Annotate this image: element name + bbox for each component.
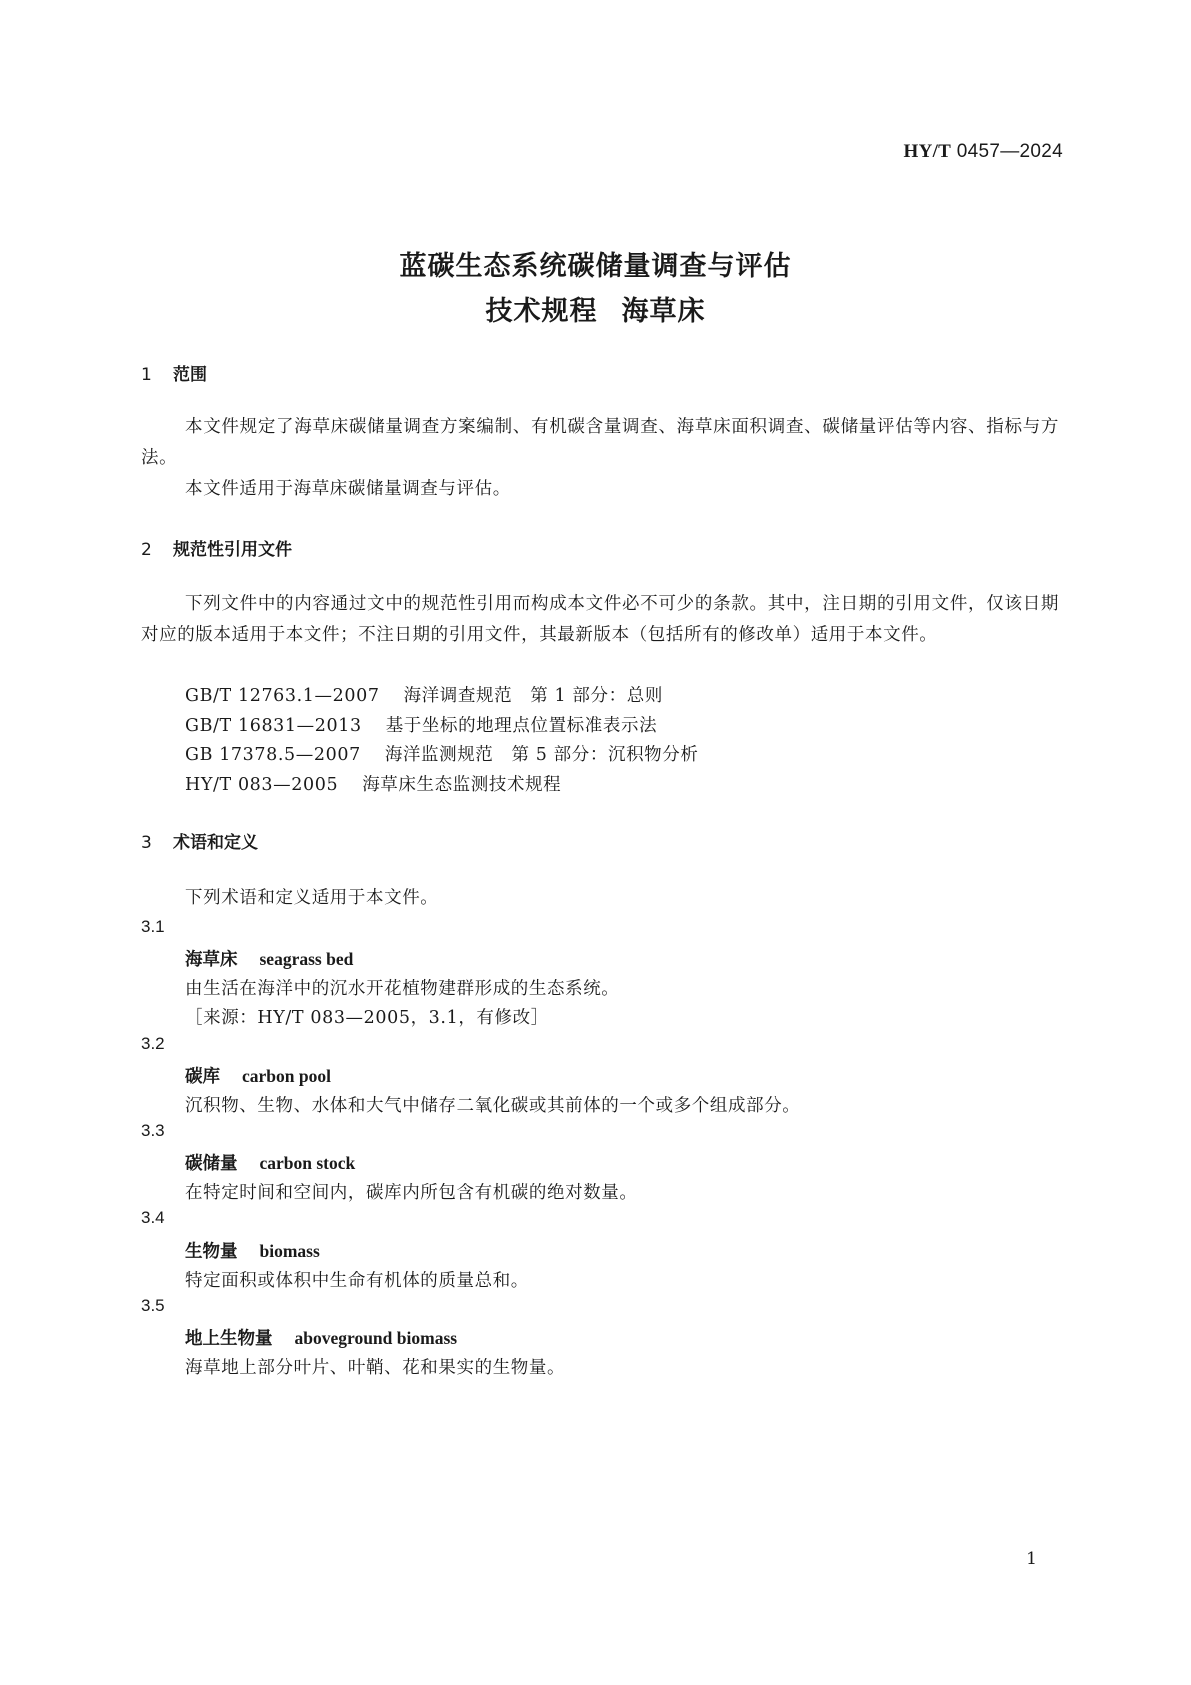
document-title-line2-part1: 技术规程 bbox=[485, 296, 598, 327]
term-name bbox=[185, 946, 353, 971]
term-number: 3.3 bbox=[141, 1121, 165, 1140]
section-title: 范围 bbox=[173, 365, 207, 385]
term-definition: 沉积物、生物、水体和大气中储存二氧化碳或其前体的一个或多个组成部分。 bbox=[185, 1096, 801, 1116]
section-number: 1 bbox=[141, 365, 152, 385]
term-name-en: aboveground biomass bbox=[294, 1328, 458, 1348]
term-number: 3.4 bbox=[141, 1208, 165, 1227]
term-name-en: carbon stock bbox=[259, 1153, 356, 1173]
terms-intro: 下列术语和定义适用于本文件。 bbox=[185, 888, 439, 908]
section-heading-2 bbox=[141, 535, 292, 560]
term-name bbox=[185, 1325, 457, 1350]
term-name-zh: 碳储量 bbox=[185, 1154, 238, 1174]
reference-item bbox=[185, 741, 698, 766]
reference-item bbox=[185, 712, 657, 737]
term-definition: 特定面积或体积中生命有机体的质量总和。 bbox=[185, 1271, 529, 1291]
term-name bbox=[185, 1238, 320, 1263]
section-title: 规范性引用文件 bbox=[173, 540, 292, 560]
reference-title: 海草床生态监测技术规程 bbox=[362, 775, 562, 795]
term-name-zh: 碳库 bbox=[185, 1067, 220, 1087]
section-number: 2 bbox=[141, 540, 152, 560]
section-number: 3 bbox=[141, 833, 152, 853]
reference-title: 海洋调查规范 第 1 部分：总则 bbox=[403, 686, 663, 706]
paragraph: 本文件规定了海草床碳储量调查方案编制、有机碳含量调查、海草床面积调查、碳储量评估等内容、指标与方法。 bbox=[141, 417, 1059, 468]
term-name-zh: 海草床 bbox=[185, 950, 238, 970]
reference-title: 海洋监测规范 第 5 部分：沉积物分析 bbox=[384, 745, 699, 765]
term-name bbox=[185, 1063, 331, 1088]
standard-code bbox=[904, 141, 1064, 163]
term-definition: 海草地上部分叶片、叶鞘、花和果实的生物量。 bbox=[185, 1358, 566, 1378]
document-title-line2 bbox=[0, 289, 1191, 328]
term-name bbox=[185, 1150, 355, 1175]
paragraph: 本文件适用于海草床碳储量调查与评估。 bbox=[185, 479, 511, 499]
page-number: 1 bbox=[1026, 1549, 1037, 1569]
section-heading-3 bbox=[141, 828, 258, 853]
term-definition: 在特定时间和空间内，碳库内所包含有机碳的绝对数量。 bbox=[185, 1183, 638, 1203]
standard-code-prefix: HY/T bbox=[903, 141, 952, 162]
term-number: 3.1 bbox=[141, 917, 165, 936]
term-name-zh: 生物量 bbox=[185, 1242, 238, 1262]
paragraph: 下列文件中的内容通过文中的规范性引用而构成本文件必不可少的条款。其中，注日期的引用文件，仅该日期对应的版本适用于本文件；不注日期的引用文件，其最新版本（包括所有的修改单）适用于本文件。 bbox=[141, 594, 1059, 645]
section-title: 术语和定义 bbox=[173, 833, 258, 853]
reference-code: GB 17378.5—2007 bbox=[185, 745, 361, 765]
document-title-line1: 蓝碳生态系统碳储量调查与评估 bbox=[399, 251, 792, 282]
term-number: 3.5 bbox=[141, 1296, 165, 1315]
term-name-zh: 地上生物量 bbox=[185, 1329, 273, 1349]
term-name-en: biomass bbox=[259, 1241, 320, 1261]
term-definition: 由生活在海洋中的沉水开花植物建群形成的生态系统。 bbox=[185, 979, 620, 999]
reference-item bbox=[185, 771, 561, 796]
reference-title: 基于坐标的地理点位置标准表示法 bbox=[385, 716, 658, 736]
section-heading-1 bbox=[141, 360, 207, 385]
document-title-line2-part2: 海草床 bbox=[621, 296, 706, 327]
reference-item bbox=[185, 682, 663, 707]
term-source: ［来源：HY/T 083—2005，3.1，有修改］ bbox=[185, 1008, 549, 1028]
reference-code: GB/T 16831—2013 bbox=[185, 716, 362, 736]
reference-code: GB/T 12763.1—2007 bbox=[185, 686, 380, 706]
standard-code-number: 0457—2024 bbox=[956, 141, 1063, 162]
term-name-en: carbon pool bbox=[242, 1066, 331, 1086]
term-name-en: seagrass bed bbox=[259, 949, 354, 969]
term-number: 3.2 bbox=[141, 1034, 165, 1053]
reference-code: HY/T 083—2005 bbox=[185, 775, 339, 795]
